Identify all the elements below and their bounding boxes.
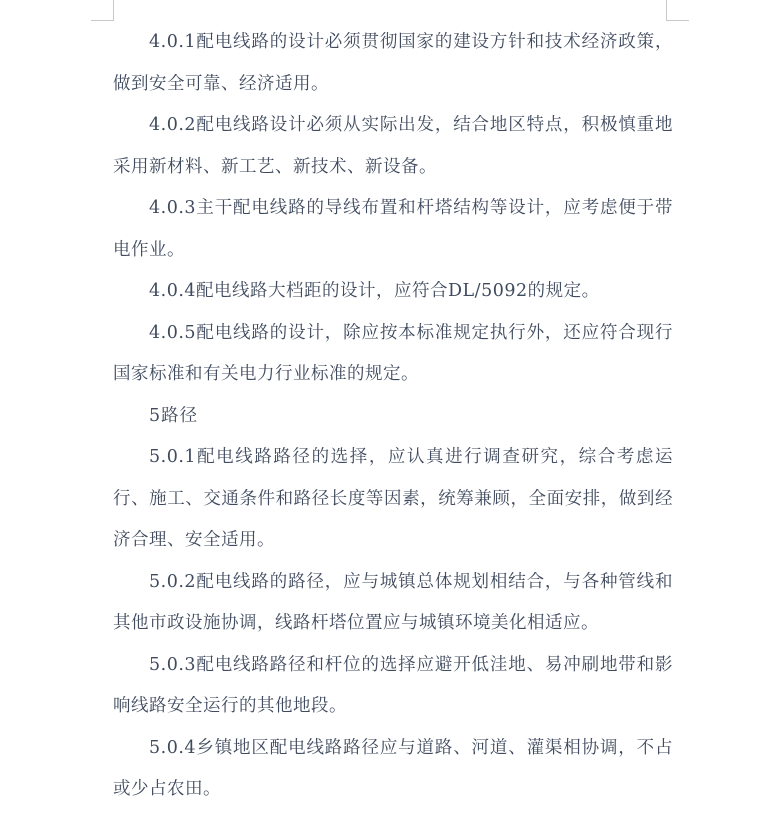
clause-4-0-2: 4.0.2配电线路设计必须从实际出发，结合地区特点，积极慎重地采用新材料、新工艺、新技术、新设备。: [113, 115, 673, 177]
clause-4-0-5: 4.0.5配电线路的设计，除应按本标准规定执行外，还应符合现行国家标准和有关电力行业标准的规定。: [113, 322, 673, 384]
clause-5-0-2: 5.0.2配电线路的路径，应与城镇总体规划相结合，与各种管线和其他市政设施协调，线路杆塔位置应与城镇环境美化相适应。: [113, 571, 673, 633]
clause-4-0-4: 4.0.4配电线路大档距的设计，应符合DL/5092的规定。: [149, 281, 600, 301]
clause-5-0-3: 5.0.3配电线路路径和杆位的选择应避开低洼地、易冲刷地带和影响线路安全运行的其他地段。: [113, 654, 673, 716]
clause-4-0-1: 4.0.1配电线路的设计必须贯彻国家的建设方针和技术经济政策，做到安全可靠、经济适用。: [113, 32, 673, 94]
clause-5-0-1: 5.0.1配电线路路径的选择，应认真进行调查研究，综合考虑运行、施工、交通条件和路径长度等因素，统筹兼顾，全面安排，做到经济合理、安全适用。: [113, 447, 673, 550]
section-heading-5: 5路径: [149, 405, 199, 426]
page-corner-mark-top-left: [91, 0, 114, 21]
page-corner-mark-top-right: [666, 0, 689, 21]
document-body: [113, 22, 673, 811]
clause-4-0-3: 4.0.3主干配电线路的导线布置和杆塔结构等设计，应考虑便于带电作业。: [113, 198, 673, 260]
clause-5-0-4: 5.0.4乡镇地区配电线路路径应与道路、河道、灌渠相协调，不占或少占农田。: [113, 737, 673, 799]
